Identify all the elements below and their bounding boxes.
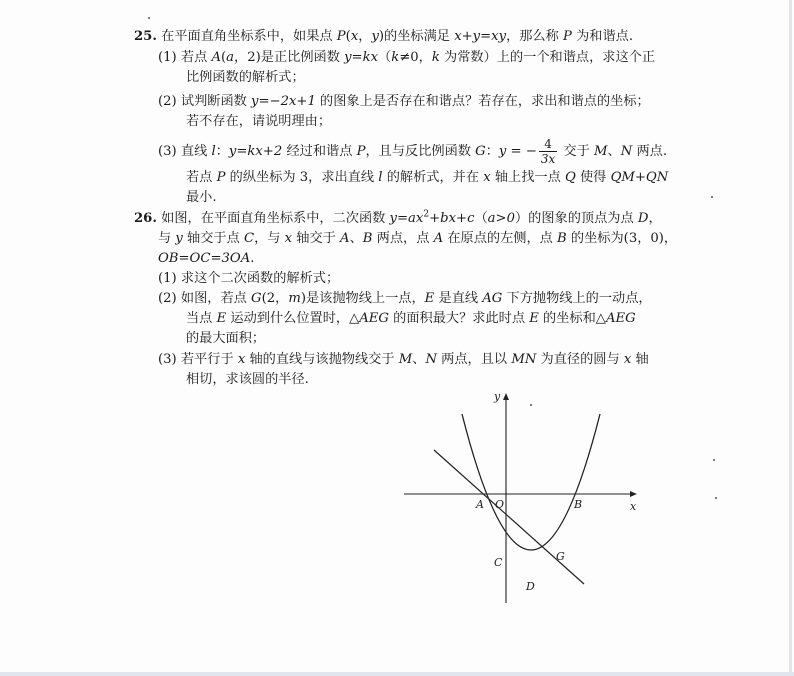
scan-speck — [715, 497, 717, 499]
label-y: y — [494, 390, 501, 403]
q25-part1-text: ，2)是正比例函数 — [234, 50, 345, 65]
q25-part3-var: l — [378, 170, 383, 185]
q25-part3-text: 两点. — [632, 144, 668, 159]
x-axis-arrow — [630, 491, 637, 497]
q25-stem-text: )的坐标满足 — [378, 29, 455, 44]
q26-part2-var: m — [288, 291, 301, 306]
label-B: B — [574, 498, 583, 511]
q26-condition: a>0 — [487, 211, 515, 226]
q26-stem-text: 、 — [349, 231, 363, 246]
q26-part2-text: )是该抛物线上一点， — [300, 291, 425, 306]
q25-part3-var: y — [498, 144, 507, 159]
q25-part3-equation: QM+QN — [610, 170, 669, 185]
scan-speck — [530, 404, 532, 406]
q26-stem-text: 在原点的左侧，点 — [443, 231, 558, 246]
q26-equation: OB=OC=3OA — [158, 251, 251, 266]
label-O: O — [495, 498, 505, 511]
q25-part3-label: (3) — [158, 144, 177, 159]
q25-part3-var: N — [620, 144, 633, 159]
q26-part2-text: 运动到什么位置时，△ — [226, 311, 360, 326]
q25-part3-text: 的纵坐标为 3，求出直线 — [225, 170, 379, 185]
q25-part3-text: 、 — [607, 144, 621, 159]
q26-part3-text: 、 — [412, 352, 426, 367]
q25-part2 — [158, 92, 650, 112]
q26-part3-text: 轴 — [631, 352, 649, 367]
q25-equation: x+y=xy — [454, 29, 507, 44]
q25-part3-line2 — [186, 168, 668, 188]
q26-part3-var: x — [623, 352, 632, 367]
y-axis-arrow — [503, 393, 509, 400]
q26-part2-var: G — [251, 291, 262, 306]
q26-part2-text: 下方抛物线上的一动点， — [502, 291, 652, 306]
q26-part2-label: (2) — [158, 291, 177, 306]
q25-part3-text: ： — [215, 144, 229, 159]
scan-speck — [148, 17, 150, 19]
scan-speck — [711, 196, 713, 198]
q26-part2-text: (2， — [261, 291, 289, 306]
q25-var: x — [350, 29, 359, 44]
q25-part2-text: 的图象上是否存在和谐点？若存在，求出和谐点的坐标； — [315, 94, 650, 109]
q26-part3-var: N — [425, 352, 437, 367]
q25-part1-text: ( — [221, 50, 227, 65]
q26-stem-line3 — [158, 249, 254, 269]
fraction-numerator: 4 — [539, 137, 557, 152]
q25-part3-text: ，且与反比例函数 — [365, 144, 476, 159]
q25-part1-text: 若点 — [180, 50, 212, 65]
q26-part3-label: (3) — [158, 352, 177, 367]
q26-part2-text: 是直线 — [434, 291, 483, 306]
line-AG — [434, 450, 584, 584]
q26-equation: y=ax — [389, 211, 424, 226]
q26-part3-var: MN — [511, 352, 537, 367]
q26-var: B — [362, 231, 373, 246]
q26-stem-text: . — [250, 251, 255, 266]
q25-part1-line2: 比例函数的解析式； — [186, 70, 305, 85]
q25-var: P — [336, 29, 346, 44]
q26-part2-var: E — [529, 311, 539, 326]
q26-var: C — [243, 231, 255, 246]
q26-stem-text: 轴交于点 — [182, 231, 244, 246]
q25-fraction — [539, 137, 557, 166]
q25-part3-equation: y=kx+2 — [228, 144, 283, 159]
q26-stem-text: 的坐标为(3，0)， — [566, 231, 678, 246]
q25-stem-text: 在平面直角坐标系中，如果点 — [161, 29, 337, 44]
fraction-denominator: 3x — [540, 152, 556, 166]
label-C: C — [494, 556, 503, 569]
q25-part1-equation: y=kx — [344, 50, 379, 65]
q26-part2-text: 如图，若点 — [180, 291, 252, 306]
q25-part1-label: (1) — [158, 50, 177, 65]
q25-part3-text: ： — [485, 144, 499, 159]
q26-part3-var: M — [398, 352, 413, 367]
label-D: D — [526, 580, 535, 593]
q26-part3-text: 两点，且以 — [436, 352, 512, 367]
q25-part1-var: k — [391, 50, 400, 65]
q26-part3-text: 轴的直线与该抛物线交于 — [245, 352, 399, 367]
q25-stem-text: ( — [345, 29, 351, 44]
q26-part3 — [158, 350, 649, 370]
window-border-bottom — [0, 672, 794, 676]
q26-part2-var: E — [424, 291, 435, 306]
label-G: G — [556, 550, 565, 563]
q26-var: A — [340, 231, 350, 246]
q26-part3-text: 为直径的圆与 — [536, 352, 624, 367]
q26-var: D — [637, 211, 649, 226]
q25-part2-line2: 若不存在，请说明理由； — [186, 114, 332, 129]
q25-part1-var: k — [431, 50, 440, 65]
q25-part1-var: a — [226, 50, 235, 65]
q25-var: y — [371, 29, 379, 44]
q25-part3-var: x — [483, 170, 491, 185]
q26-part3-text: 若平行于 — [180, 352, 238, 367]
label-A: A — [476, 498, 484, 511]
q26-part2-text: 的面积最大？求此时点 — [388, 311, 530, 326]
q26-equation: +bx+c — [429, 211, 475, 226]
q26-part2-line3: 的最大面积； — [186, 331, 266, 346]
q26-stem-text: （ — [474, 211, 488, 226]
q26-part2-var: E — [216, 311, 227, 326]
label-x: x — [630, 500, 637, 513]
q25-number: 25. — [134, 29, 157, 44]
q25-part3-var: G — [475, 144, 486, 159]
parabola-curve — [462, 414, 600, 550]
q25-part1-var: A — [211, 50, 221, 65]
q26-part2 — [158, 289, 652, 309]
q25-part3-text: 交于 — [559, 144, 594, 159]
q26-stem-text: 与 — [158, 231, 176, 246]
q25-part3-text: 直线 — [180, 144, 212, 159]
q26-part1-label: (1) — [158, 271, 177, 286]
q25-part3-text: 的解析式，并在 — [382, 170, 484, 185]
q26-exponent: 2 — [423, 209, 430, 220]
q26-part3-var: x — [237, 352, 246, 367]
q25-part3-var: Q — [564, 170, 576, 185]
q25-part2-label: (2) — [158, 94, 177, 109]
q25-stem — [134, 27, 633, 47]
parabola-figure — [400, 388, 640, 608]
q26-stem-text: 轴交于 — [292, 231, 341, 246]
q25-stem-text: ，那么称 — [506, 29, 564, 44]
q25-part3-line3: 最小. — [186, 190, 217, 205]
q25-var: P — [563, 29, 572, 44]
q26-stem-text: ，与 — [254, 231, 285, 246]
q25-stem-text: 为和谐点. — [571, 29, 634, 44]
q25-part1-text: 为常数）上的一个和谐点，求这个正 — [439, 50, 656, 65]
q26-part2-text: 当点 — [186, 311, 217, 326]
q26-var: B — [557, 231, 567, 246]
q25-part3 — [158, 137, 667, 166]
q25-part3-var: M — [594, 144, 608, 159]
q26-stem-line2 — [158, 229, 677, 249]
q26-part2-var: AEG — [605, 311, 636, 326]
q25-part2-equation: y=−2x+1 — [251, 94, 316, 109]
q25-part3-text: = − — [506, 144, 537, 159]
q25-part1-text: ≠0， — [399, 50, 432, 65]
q25-part3-text: 若点 — [186, 170, 217, 185]
q26-var: x — [284, 231, 293, 246]
q26-number: 26. — [134, 211, 157, 226]
window-border-right — [789, 0, 792, 676]
scan-speck — [713, 459, 715, 461]
q25-part3-var: P — [216, 170, 226, 185]
q25-part1 — [158, 48, 655, 68]
q26-part2-line2 — [186, 309, 636, 329]
q26-stem-text: 两点，点 — [372, 231, 434, 246]
q25-part2-text: 试判断函数 — [180, 94, 252, 109]
q26-part1-text: 求这个二次函数的解析式； — [180, 271, 340, 286]
q26-stem-text: ， — [648, 211, 662, 226]
q26-part2-var: AG — [482, 291, 503, 306]
q25-part3-var: l — [211, 144, 216, 159]
q25-part3-text: 经过和谐点 — [282, 144, 357, 159]
q26-stem-text: ）的图象的顶点为点 — [514, 211, 638, 226]
q26-part2-text: 的坐标和△ — [538, 311, 606, 326]
q25-part3-text: 轴上找一点 — [490, 170, 565, 185]
q26-stem-text: 如图，在平面直角坐标系中，二次函数 — [161, 211, 390, 226]
q26-var: y — [175, 231, 183, 246]
q26-part1 — [158, 269, 339, 289]
q26-part2-var: AEG — [359, 311, 389, 326]
q26-part3-line2: 相切，求该圆的半径. — [186, 372, 309, 387]
q25-part1-text: （ — [378, 50, 392, 65]
q26-var: A — [433, 231, 444, 246]
q26-stem — [134, 209, 662, 229]
q25-part3-var: P — [356, 144, 366, 159]
q25-part3-text: 使得 — [575, 170, 611, 185]
q25-stem-text: ， — [358, 29, 372, 44]
